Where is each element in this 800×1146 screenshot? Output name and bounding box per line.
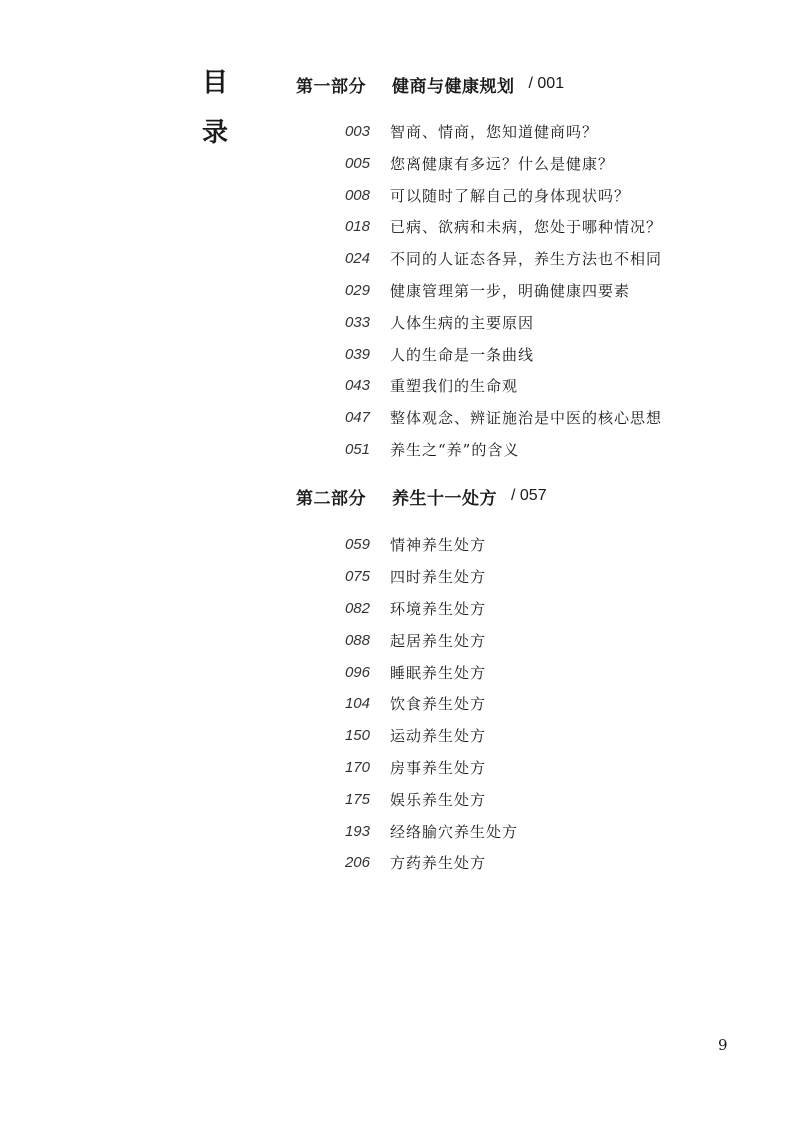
toc-entry[interactable]: [320, 754, 486, 780]
toc-entry[interactable]: [320, 182, 630, 208]
entry-page: 170: [344, 758, 370, 776]
entry-title: 智商、情商，您知道健商吗？: [390, 122, 599, 141]
entry-page: 206: [344, 853, 370, 871]
entry-page: 039: [344, 345, 370, 363]
entry-title: 饮食养生处方: [390, 694, 487, 713]
entry-page: 043: [344, 376, 370, 394]
entry-title: 人体生病的主要原因: [390, 313, 535, 332]
entry-title: 养生之“养”的含义: [390, 440, 520, 459]
entry-page: 104: [344, 694, 370, 712]
toc-entry[interactable]: [320, 118, 598, 144]
entry-page: 008: [344, 186, 370, 204]
entry-page: 193: [344, 822, 370, 840]
entry-title: 方药养生处方: [390, 853, 487, 872]
toc-entry[interactable]: [320, 563, 486, 589]
part-title: 养生十一处方: [392, 488, 497, 509]
toc-entry[interactable]: [320, 150, 614, 176]
toc-entry[interactable]: [320, 722, 486, 748]
entry-title: 运动养生处方: [390, 726, 487, 745]
toc-entry[interactable]: [320, 531, 486, 557]
entry-title: 经络腧穴养生处方: [390, 822, 519, 841]
toc-entry[interactable]: [320, 341, 534, 367]
toc-entry[interactable]: [320, 404, 662, 430]
entry-title: 环境养生处方: [390, 599, 487, 618]
entry-page: 003: [344, 122, 370, 140]
toc-entry[interactable]: [320, 309, 534, 335]
entry-page: 082: [344, 599, 370, 617]
entry-title: 已病、欲病和未病，您处于哪种情况？: [390, 217, 663, 236]
toc-entry[interactable]: [320, 277, 630, 303]
entry-title: 娱乐养生处方: [390, 790, 487, 809]
entry-page: 033: [344, 313, 370, 331]
entry-page: 150: [344, 726, 370, 744]
toc-heading-char: 目: [202, 68, 229, 98]
part-label: 第一部分: [296, 76, 366, 97]
entry-title: 可以随时了解自己的身体现状吗？: [390, 186, 631, 205]
entry-title: 人的生命是一条曲线: [390, 345, 535, 364]
entry-page: 088: [344, 631, 370, 649]
entry-title: 房事养生处方: [390, 758, 487, 777]
entry-page: 096: [344, 663, 370, 681]
part-page: / 001: [528, 75, 565, 92]
entry-title: 不同的人证态各异，养生方法也不相同: [390, 249, 663, 268]
entry-title: 睡眠养生处方: [390, 663, 487, 682]
toc-entry[interactable]: [320, 372, 518, 398]
toc-entry[interactable]: [320, 436, 519, 462]
toc-entry[interactable]: [320, 690, 486, 716]
entry-page: 029: [344, 281, 370, 299]
entry-page: 059: [344, 535, 370, 553]
toc-entry[interactable]: [320, 245, 662, 271]
toc-entry[interactable]: [320, 849, 486, 875]
toc-entry[interactable]: [320, 627, 486, 653]
entry-page: 047: [344, 408, 370, 426]
entry-title: 您离健康有多远？什么是健康？: [390, 154, 615, 173]
entry-title: 情神养生处方: [390, 535, 487, 554]
entry-page: 051: [344, 440, 370, 458]
page-number: 9: [718, 1036, 728, 1054]
part-header[interactable]: [296, 70, 564, 98]
toc-heading: [202, 70, 232, 170]
entry-page: 075: [344, 567, 370, 585]
entry-title: 整体观念、辨证施治是中医的核心思想: [390, 408, 663, 427]
entry-title: 起居养生处方: [390, 631, 487, 650]
entry-title: 健康管理第一步，明确健康四要素: [390, 281, 631, 300]
part-page: / 057: [511, 487, 547, 504]
entry-title: 重塑我们的生命观: [390, 376, 519, 395]
entry-page: 024: [344, 249, 370, 267]
toc-entry[interactable]: [320, 595, 486, 621]
toc-entry[interactable]: [320, 818, 518, 844]
entry-title: 四时养生处方: [390, 567, 487, 586]
part-label: 第二部分: [296, 488, 366, 509]
part-title: 健商与健康规划: [392, 76, 515, 97]
entry-page: 005: [344, 154, 370, 172]
entry-page: 175: [344, 790, 370, 808]
entry-page: 018: [344, 217, 370, 235]
toc-entry[interactable]: [320, 659, 486, 685]
toc-entry[interactable]: [320, 213, 662, 239]
toc-entry[interactable]: [320, 786, 486, 812]
toc-heading-char: 录: [202, 118, 229, 148]
part-header[interactable]: [296, 482, 547, 510]
